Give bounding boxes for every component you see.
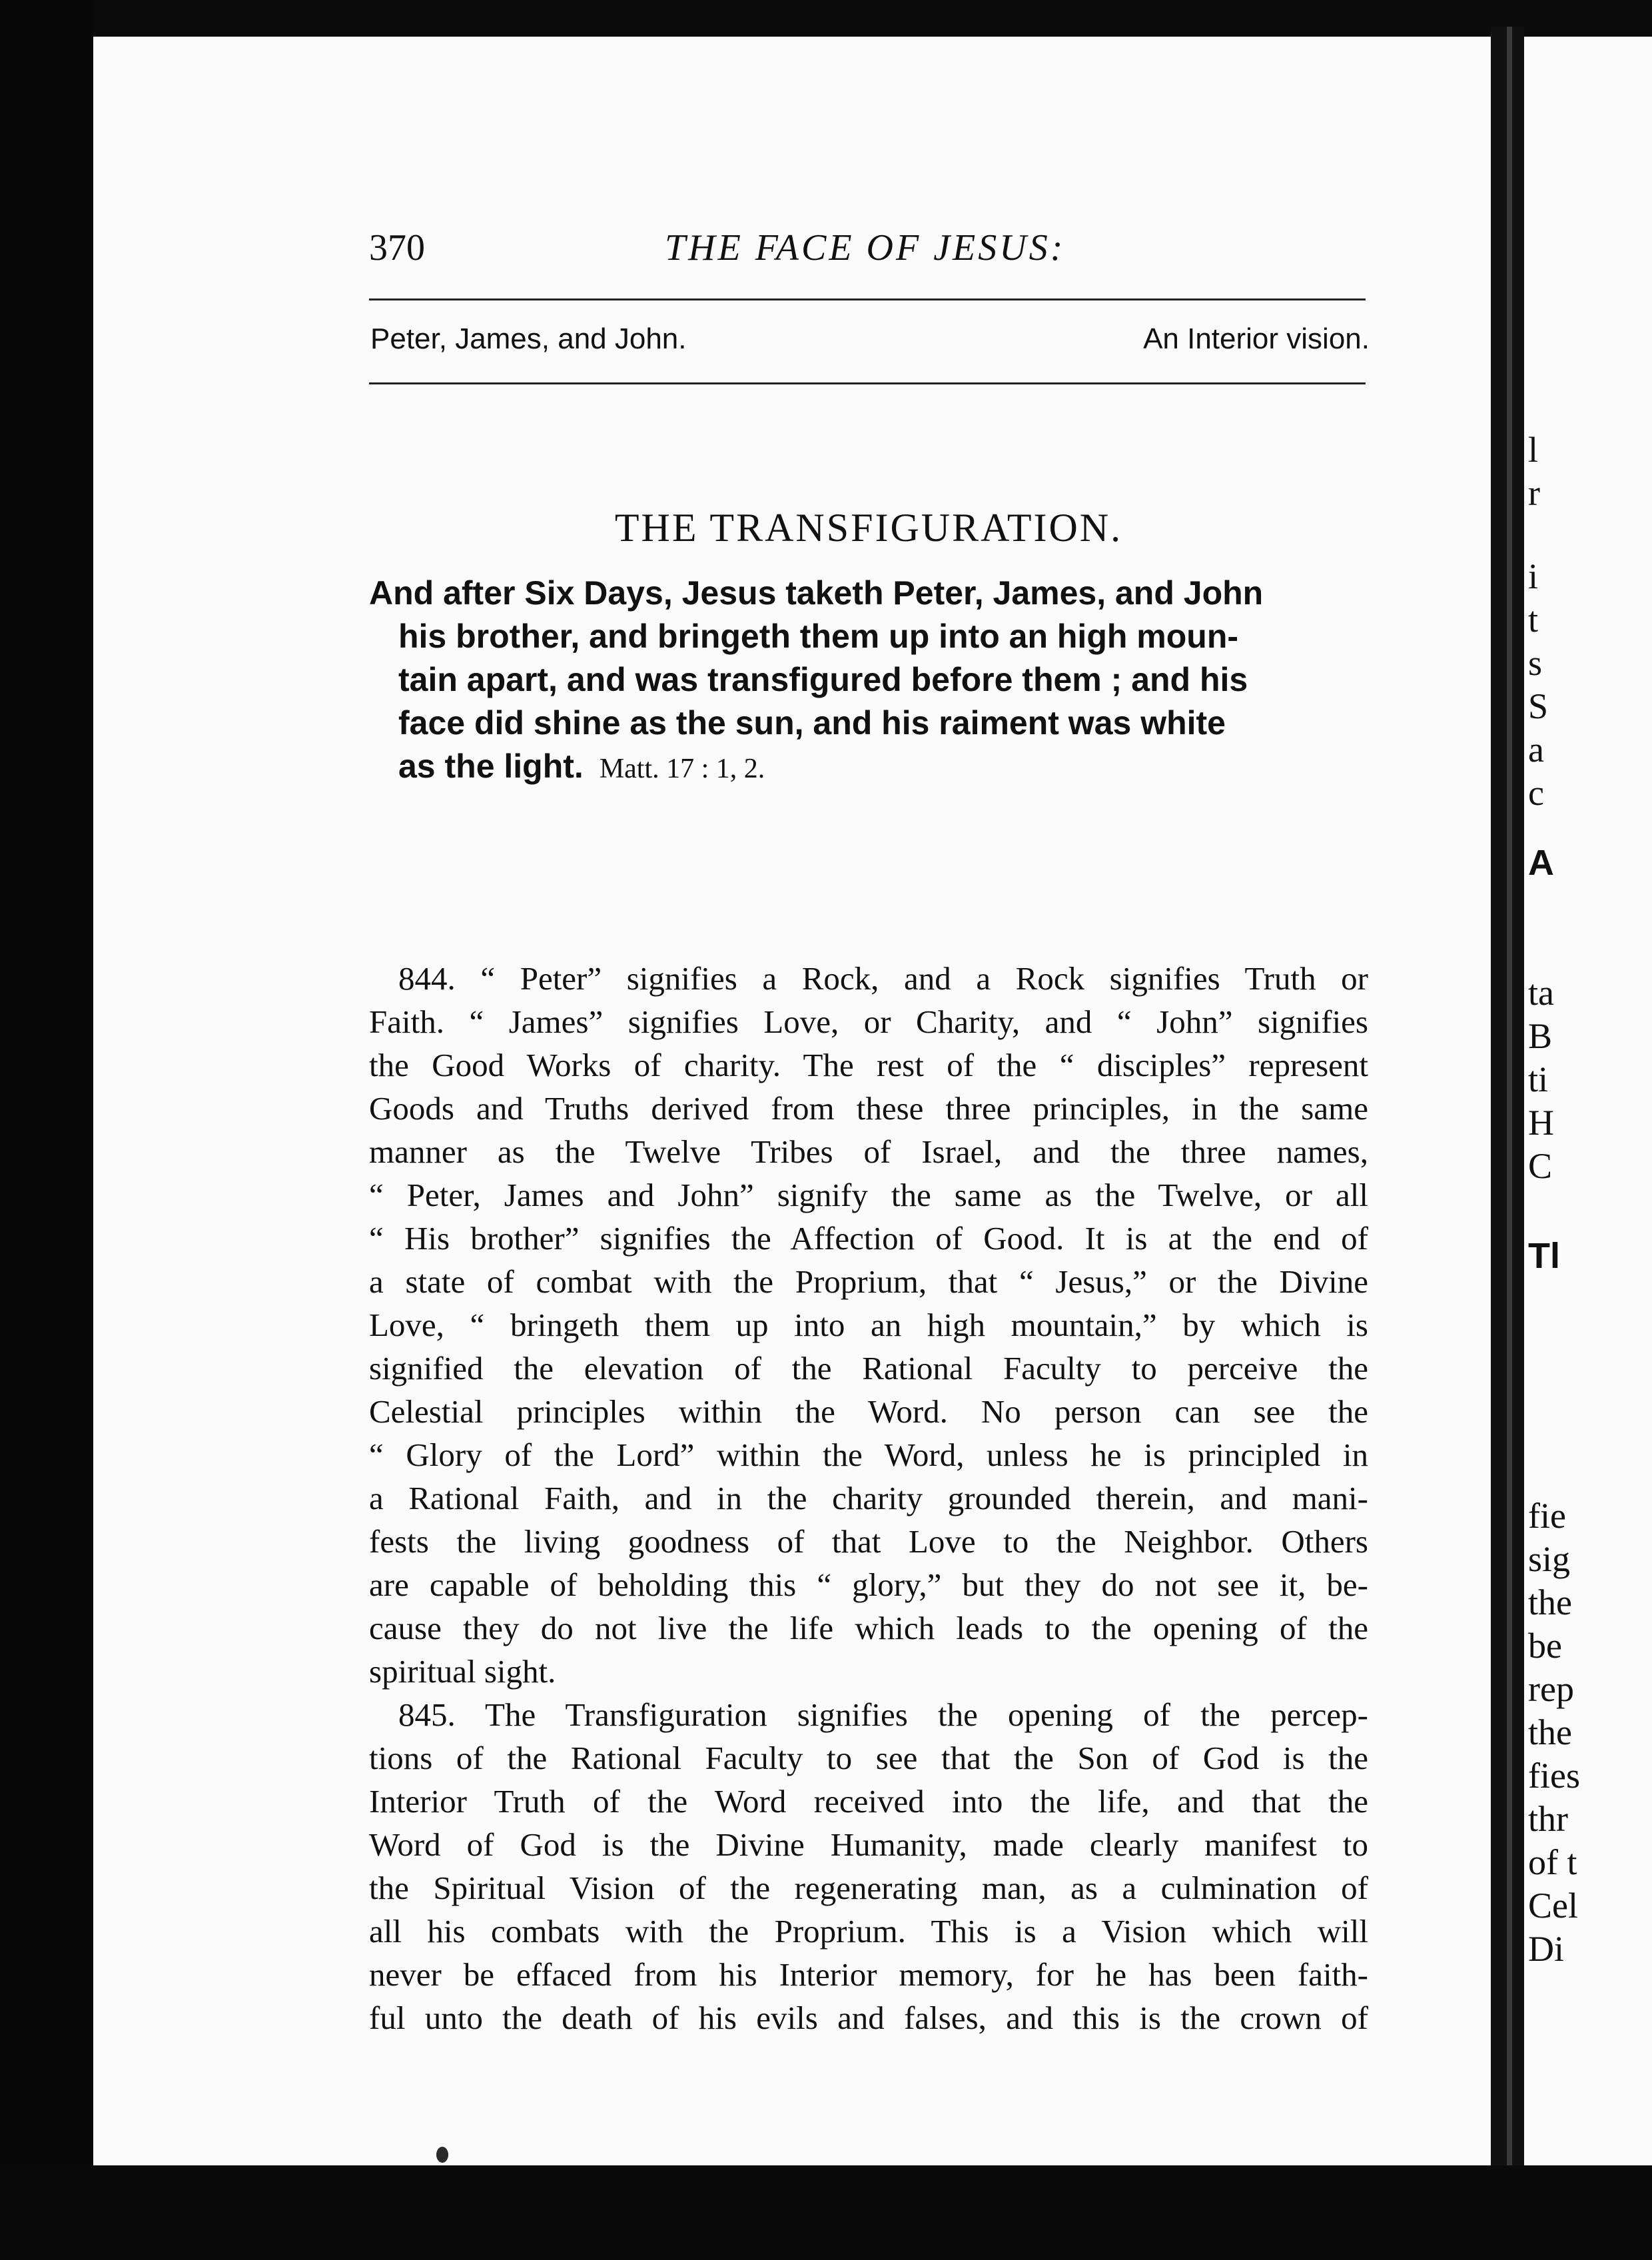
body-text bbox=[369, 957, 1368, 2039]
epigraph-line: tain apart, and was transfigured before them ; and his bbox=[398, 661, 1248, 698]
subheading-left: Peter, James, and John. bbox=[370, 322, 687, 355]
text-line: the Spiritual Vision of the regenerating man, as a culmination of bbox=[369, 1870, 1368, 1906]
facing-page-fragment: i bbox=[1528, 556, 1539, 596]
text-line: a Rational Faith, and in the charity grounded therein, and mani- bbox=[369, 1480, 1368, 1516]
text-line: “ His brother” signifies the Affection of Good. It is at the end of bbox=[369, 1220, 1368, 1257]
facing-page-fragment: s bbox=[1528, 643, 1543, 683]
facing-page-edge bbox=[1524, 37, 1652, 2165]
facing-page-fragment: thr bbox=[1528, 1799, 1568, 1839]
paragraph-845 bbox=[369, 1693, 1368, 2039]
text-line: tions of the Rational Faculty to see that the Son of God is the bbox=[369, 1740, 1368, 1776]
paragraph-844 bbox=[369, 957, 1368, 1693]
text-line: cause they do not live the life which leads to the opening of the bbox=[369, 1610, 1368, 1646]
facing-page-fragment: a bbox=[1528, 730, 1544, 770]
facing-page-fragment: Di bbox=[1528, 1929, 1564, 1969]
facing-page-fragment: be bbox=[1528, 1626, 1562, 1666]
facing-page-fragment: of t bbox=[1528, 1842, 1577, 1882]
text-line: Goods and Truths derived from these three principles, in the same bbox=[369, 1090, 1368, 1127]
text-line: signified the elevation of the Rational Faculty to perceive the bbox=[369, 1350, 1368, 1387]
text-line: 845. The Transfiguration signifies the opening of the percep- bbox=[398, 1696, 1368, 1733]
page-number: 370 bbox=[369, 227, 425, 269]
facing-page-fragment: the bbox=[1528, 1712, 1572, 1752]
text-line: ful unto the death of his evils and falses, and this is the crown of bbox=[369, 1999, 1368, 2036]
chapter-title: THE TRANSFIGURATION. bbox=[614, 506, 1123, 550]
facing-page-fragment: c bbox=[1528, 773, 1544, 813]
running-head bbox=[369, 227, 1368, 280]
facing-page-fragment: the bbox=[1528, 1582, 1572, 1622]
epigraph-line: face did shine as the sun, and his raiment was white bbox=[398, 704, 1226, 742]
facing-page-fragment: Tl bbox=[1528, 1236, 1560, 1276]
facing-page-fragment: A bbox=[1528, 843, 1554, 883]
text-line: Interior Truth of the Word received into the life, and that the bbox=[369, 1783, 1368, 1820]
text-line: are capable of beholding this “ glory,” but they do not see it, be- bbox=[369, 1566, 1368, 1603]
text-line: spiritual sight. bbox=[369, 1653, 556, 1690]
scan-left-border bbox=[0, 0, 93, 2260]
text-line: “ Glory of the Lord” within the Word, unless he is principled in bbox=[369, 1436, 1368, 1473]
facing-page-fragment: Cel bbox=[1528, 1886, 1578, 1926]
scan-top-border bbox=[0, 0, 1652, 37]
facing-page-fragment: ta bbox=[1528, 973, 1554, 1013]
header-rule-bottom bbox=[369, 382, 1366, 384]
facing-page-fragment: sig bbox=[1528, 1539, 1571, 1579]
scripture-epigraph bbox=[369, 572, 1368, 791]
text-line: the Good Works of charity. The rest of the “ disciples” represent bbox=[369, 1047, 1368, 1083]
text-line: Word of God is the Divine Humanity, made clearly manifest to bbox=[369, 1826, 1368, 1863]
facing-page-fragment: fies bbox=[1528, 1756, 1580, 1796]
facing-page-fragment: l bbox=[1528, 430, 1539, 470]
facing-page-fragment: B bbox=[1528, 1016, 1553, 1056]
epigraph-line: as the light. bbox=[398, 748, 584, 785]
epigraph-line-last bbox=[369, 745, 1368, 791]
text-line: Love, “ bringeth them up into an high mountain,” by which is bbox=[369, 1307, 1368, 1343]
scan-bottom-border bbox=[0, 2165, 1652, 2260]
subheading-right: An Interior vision. bbox=[1143, 322, 1370, 355]
facing-page-fragment: fie bbox=[1528, 1496, 1566, 1536]
text-line: fests the living goodness of that Love to the Neighbor. Others bbox=[369, 1523, 1368, 1560]
epigraph-line: And after Six Days, Jesus taketh Peter, James, and John bbox=[369, 574, 1264, 612]
facing-page-fragment: H bbox=[1528, 1103, 1554, 1143]
text-line: all his combats with the Proprium. This is a Vision which will bbox=[369, 1913, 1368, 1950]
text-line: Celestial principles within the Word. No person can see the bbox=[369, 1393, 1368, 1430]
section-subheading bbox=[370, 322, 1370, 362]
text-line: Faith. “ James” signifies Love, or Charity, and “ John” signifies bbox=[369, 1003, 1368, 1040]
scripture-reference: Matt. 17 : 1, 2. bbox=[599, 754, 765, 784]
epigraph-line: his brother, and bringeth them up into an high moun- bbox=[398, 618, 1239, 655]
text-line: never be effaced from his Interior memory, for he has been faith- bbox=[369, 1956, 1368, 1993]
text-line: a state of combat with the Proprium, that “ Jesus,” or the Divine bbox=[369, 1263, 1368, 1300]
book-gutter-shadow bbox=[1507, 27, 1512, 2179]
facing-page-fragment: r bbox=[1528, 473, 1540, 513]
facing-page-fragment: C bbox=[1528, 1146, 1553, 1186]
facing-page-fragment: ti bbox=[1528, 1059, 1549, 1099]
facing-page-fragment: S bbox=[1528, 686, 1549, 726]
text-line: 844. “ Peter” signifies a Rock, and a Rock signifies Truth or bbox=[398, 960, 1368, 997]
facing-page-fragment: t bbox=[1528, 600, 1539, 640]
running-title: THE FACE OF JESUS: bbox=[665, 227, 1066, 269]
text-line: manner as the Twelve Tribes of Israel, and the three names, bbox=[369, 1133, 1368, 1170]
facing-page-fragment: rep bbox=[1528, 1669, 1574, 1709]
header-rule-top bbox=[369, 298, 1366, 300]
scan-speck bbox=[436, 2147, 448, 2163]
text-line: “ Peter, James and John” signify the same as the Twelve, or all bbox=[369, 1177, 1368, 1213]
